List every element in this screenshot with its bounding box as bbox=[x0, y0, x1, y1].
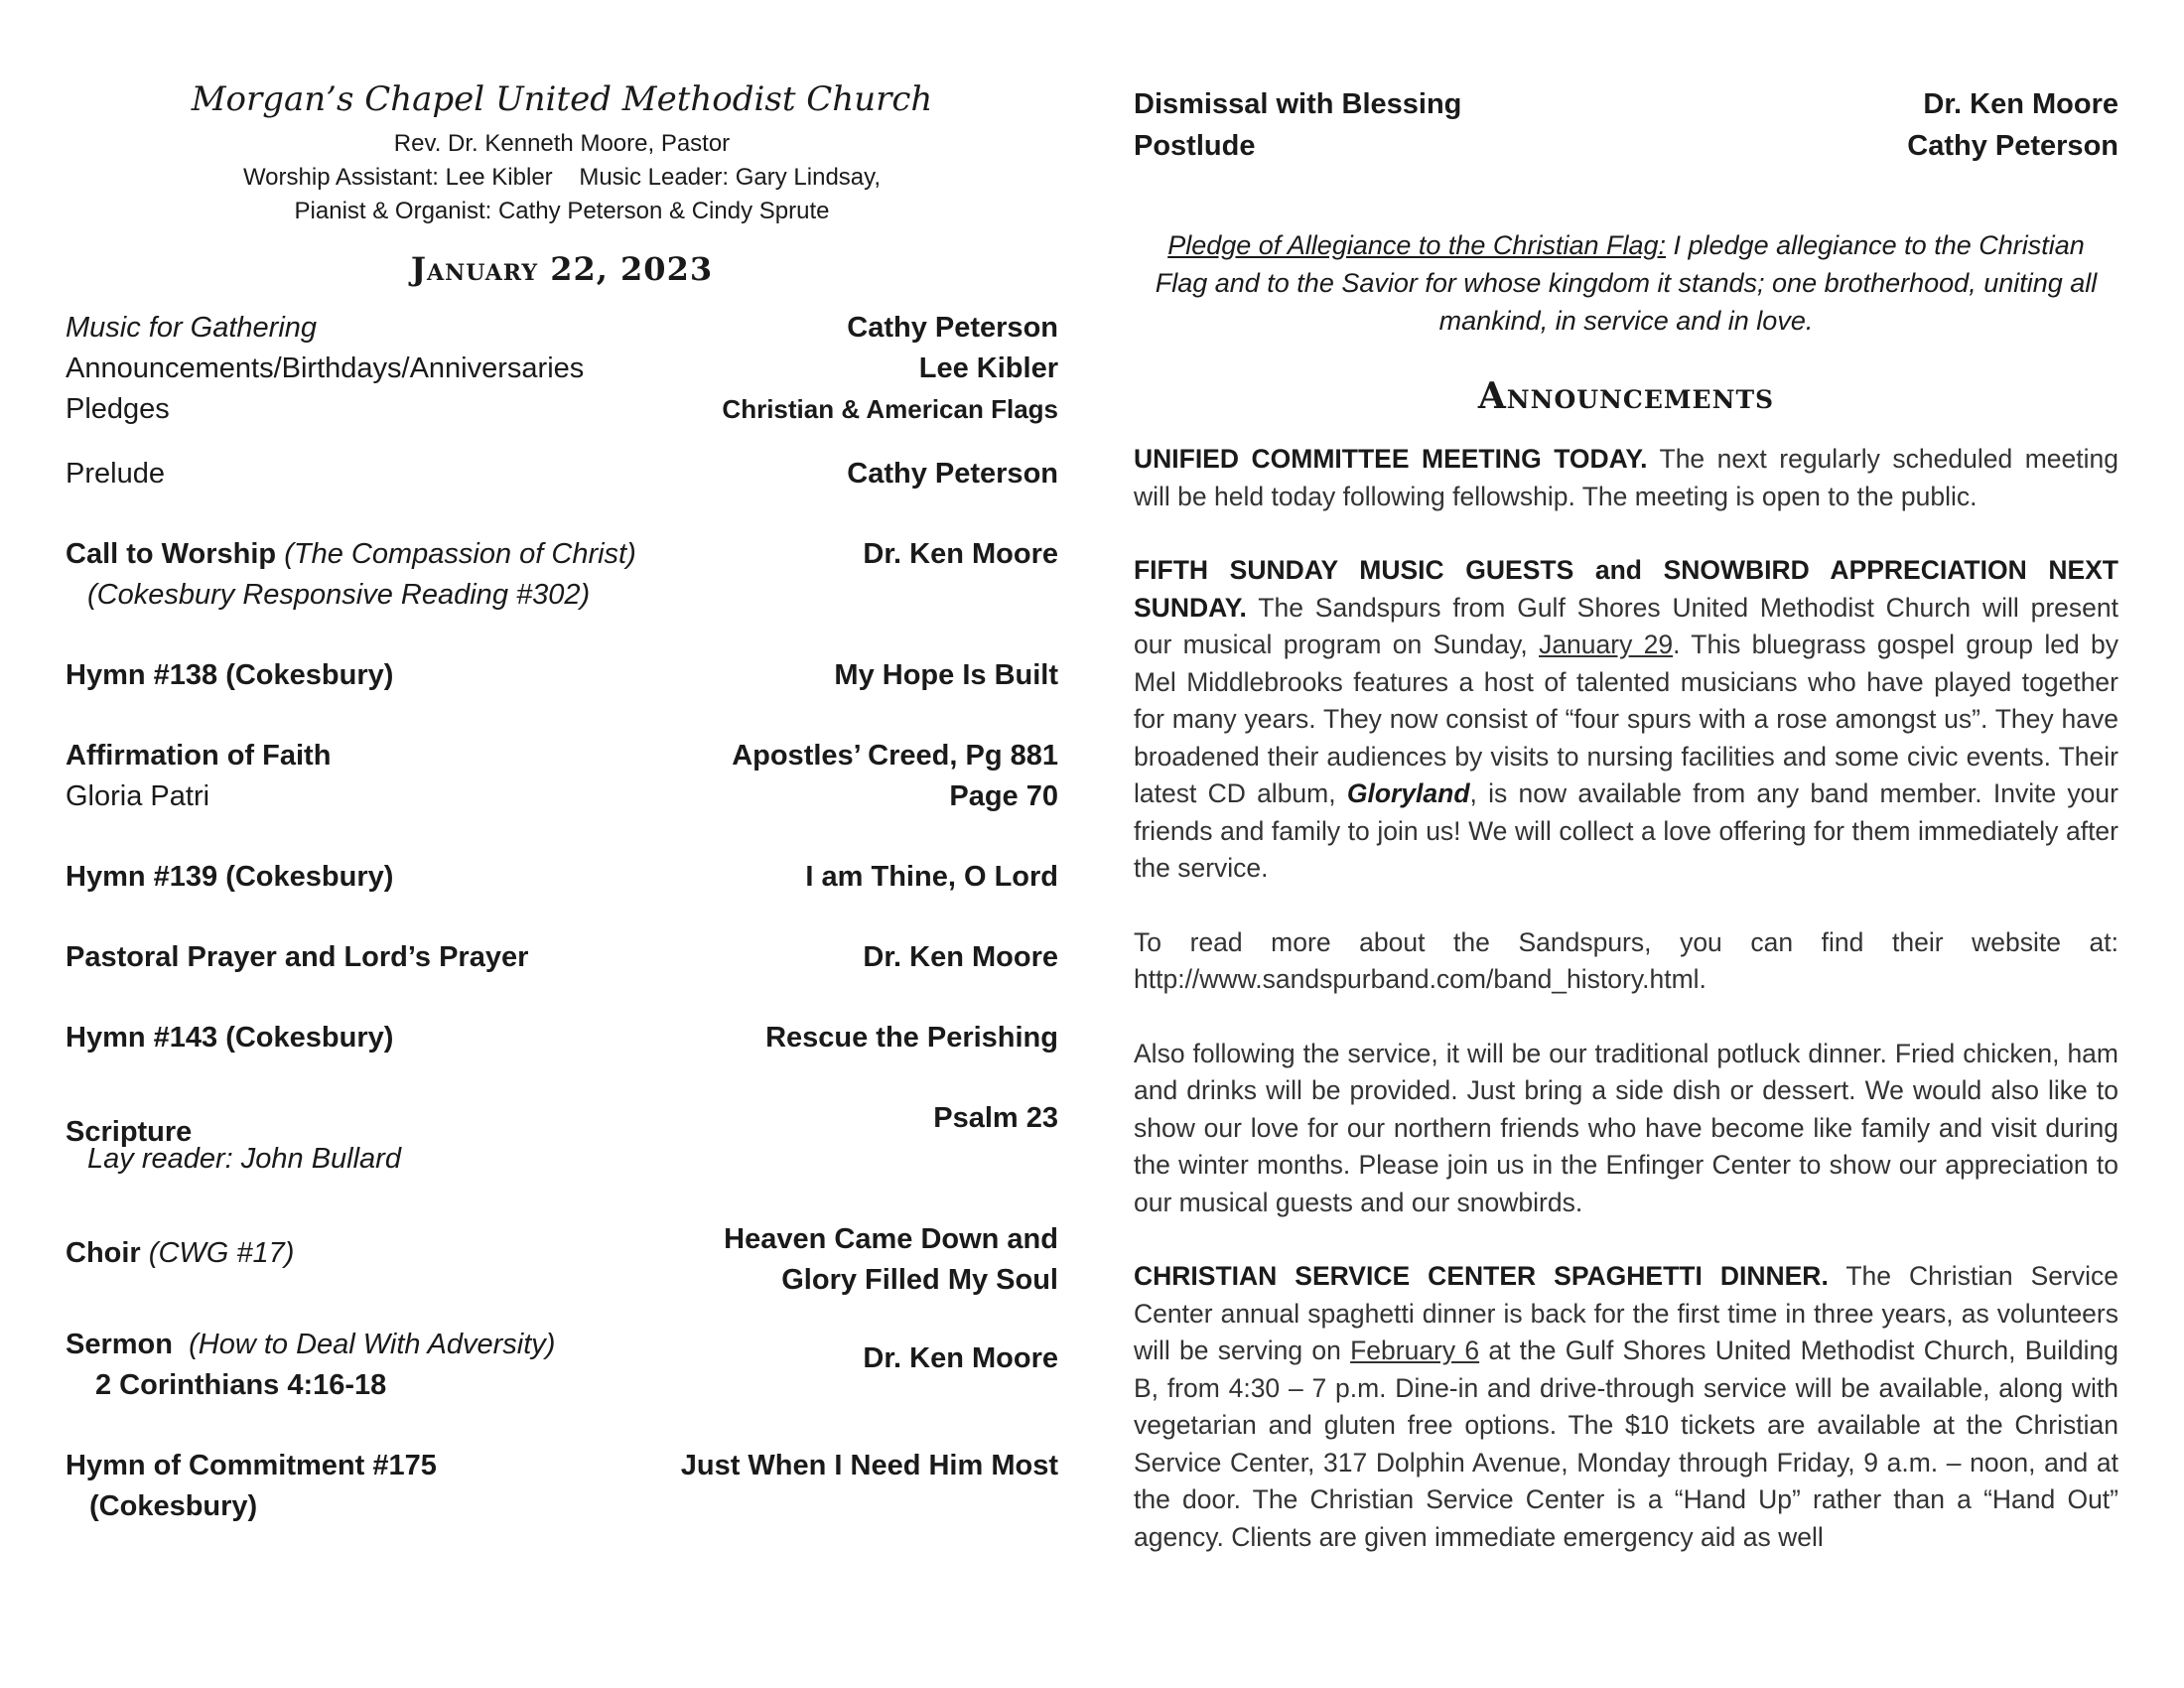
service-date: January 22, 2023 bbox=[410, 250, 714, 288]
pledge-title: Pledge of Allegiance to the Christian Flag: bbox=[1167, 230, 1666, 260]
church-name: Morgan’s Chapel United Methodist Church bbox=[191, 79, 933, 119]
item-pledges bbox=[66, 389, 1058, 430]
item-leader: Christian & American Flags bbox=[722, 394, 1058, 424]
item-label: Music for Gathering bbox=[66, 312, 318, 344]
item-label: Dismissal with Blessing bbox=[1134, 88, 1462, 120]
item-affirmation bbox=[66, 736, 1058, 776]
pledge-of-allegiance bbox=[1144, 226, 2109, 340]
item-label: Hymn of Commitment #175 bbox=[66, 1450, 437, 1481]
announcement-fifth-sunday bbox=[1134, 552, 2118, 888]
staff-line bbox=[66, 161, 1058, 195]
item-label: Sermon bbox=[66, 1329, 173, 1360]
item-note: (The Compassion of Christ) bbox=[284, 538, 636, 570]
item-title-line-2: Glory Filled My Soul bbox=[781, 1264, 1058, 1296]
item-leader: Dr. Ken Moore bbox=[863, 1342, 1058, 1374]
announcement-potluck: Also following the service, it will be our traditional potluck dinner. Fried chicken, ham and drinks will be provided. Just bring a side dish or dessert. We would also like to show our love for our northern friends who have become like family and visit during the winter months. Please join us in the Enfinger Center to show our appreciation to our musical guests and our snowbirds. bbox=[1134, 1038, 2118, 1217]
item-leader: Cathy Peterson bbox=[847, 312, 1058, 344]
item-subnote: 2 Corinthians 4:16-18 bbox=[95, 1369, 387, 1401]
item-leader: Lee Kibler bbox=[918, 352, 1058, 384]
album-title: Gloryland bbox=[1346, 778, 1470, 808]
announcement-committee-meeting bbox=[1134, 441, 2118, 515]
music-leader: Music Leader: Gary Lindsay, bbox=[579, 164, 882, 191]
item-label: Pastoral Prayer and Lord’s Prayer bbox=[66, 941, 529, 973]
item-leader: Cathy Peterson bbox=[1907, 130, 2118, 162]
item-scripture-sub bbox=[66, 1139, 1058, 1180]
announcement-text: The Sandspurs from Gulf Shores United Methodist Church will present our musical program on Sunday, bbox=[1134, 592, 2118, 659]
item-choir bbox=[66, 1219, 1058, 1301]
announcement-heading: CHRISTIAN SERVICE CENTER SPAGHETTI DINNER. bbox=[1134, 1261, 1829, 1291]
item-leader: Dr. Ken Moore bbox=[863, 538, 1058, 570]
item-label: Gloria Patri bbox=[66, 780, 210, 812]
item-title-line-1: Heaven Came Down and bbox=[724, 1223, 1058, 1255]
item-label: Hymn #143 (Cokesbury) bbox=[66, 1022, 394, 1054]
item-detail: Page 70 bbox=[949, 780, 1058, 812]
announcement-date: February 6 bbox=[1350, 1336, 1480, 1365]
item-title: Just When I Need Him Most bbox=[680, 1450, 1058, 1481]
pianist: Pianist & Organist: Cathy Peterson & Cindy Sprute bbox=[294, 198, 830, 224]
announcement-date: January 29 bbox=[1539, 630, 1674, 659]
item-label: Affirmation of Faith bbox=[66, 740, 332, 772]
pastor: Rev. Dr. Kenneth Moore, Pastor bbox=[393, 130, 731, 157]
item-detail: Apostles’ Creed, Pg 881 bbox=[732, 740, 1058, 772]
announcements-heading: Announcements bbox=[1477, 375, 1775, 417]
item-subnote: (Cokesbury Responsive Reading #302) bbox=[87, 579, 591, 611]
announcement-text: . This bluegrass gospel group led by Mel Middlebrooks features a host of talented musicians who have played together for many years. They now consist of “four spurs with a rose amongst us”. They have broadened their audiences by visits to nursing facilities and some civic events. Their latest CD album, bbox=[1134, 630, 2118, 808]
announcement-spaghetti-dinner bbox=[1134, 1258, 2118, 1556]
item-label: Scripture bbox=[66, 1116, 193, 1148]
item-title: Rescue the Perishing bbox=[765, 1022, 1058, 1054]
item-subnote: Lay reader: John Bullard bbox=[87, 1143, 401, 1175]
announcement-text: The Christian Service Center annual spaghetti dinner is back for the first time in three years, as volunteers will be serving on bbox=[1134, 1261, 2118, 1365]
item-hymn-175 bbox=[66, 1446, 1058, 1527]
item-hymn-139 bbox=[66, 857, 1058, 898]
item-call-to-worship bbox=[66, 534, 1058, 575]
item-label-group bbox=[66, 1219, 724, 1274]
announcements-panel bbox=[1134, 83, 2118, 1593]
item-hymn-138 bbox=[66, 655, 1058, 696]
announcement-text: The next regularly scheduled meeting will be held today following fellowship. The meeting is open to the public. bbox=[1134, 444, 2118, 511]
item-label: Call to Worship bbox=[66, 538, 277, 570]
item-label: Choir bbox=[66, 1237, 141, 1269]
announcement-heading: FIFTH SUNDAY MUSIC GUESTS and SNOWBIRD APPRECIATION NEXT SUNDAY. bbox=[1134, 555, 2118, 623]
item-label: Hymn #139 (Cokesbury) bbox=[66, 861, 394, 893]
item-note: (How to Deal With Adversity) bbox=[189, 1329, 556, 1360]
item-label-group bbox=[66, 1446, 681, 1527]
item-subnote: (Cokesbury) bbox=[89, 1490, 258, 1522]
item-label: Hymn #138 (Cokesbury) bbox=[66, 659, 394, 691]
order-of-worship bbox=[66, 79, 1058, 1527]
item-label: Announcements/Birthdays/Anniversaries bbox=[66, 352, 585, 384]
item-label: Pledges bbox=[66, 393, 170, 425]
item-postlude bbox=[1134, 125, 2118, 167]
item-sermon bbox=[66, 1325, 1058, 1406]
item-gloria bbox=[66, 776, 1058, 817]
item-dismissal bbox=[1134, 83, 2118, 125]
item-leader: Cathy Peterson bbox=[847, 458, 1058, 490]
item-music-gathering bbox=[66, 308, 1058, 349]
item-call-to-worship-sub bbox=[66, 575, 1058, 616]
item-label: Prelude bbox=[66, 458, 165, 490]
item-prelude bbox=[66, 454, 1058, 494]
item-hymn-143 bbox=[66, 1018, 1058, 1058]
worship-assistant: Worship Assistant: Lee Kibler bbox=[242, 164, 553, 191]
item-leader: Dr. Ken Moore bbox=[863, 941, 1058, 973]
item-title: My Hope Is Built bbox=[834, 659, 1058, 691]
item-leader: Dr. Ken Moore bbox=[1923, 88, 2118, 120]
item-pastoral-prayer bbox=[66, 937, 1058, 978]
item-label-group bbox=[66, 534, 863, 575]
item-announcements bbox=[66, 349, 1058, 389]
announcement-text: at the Gulf Shores United Methodist Church, Building B, from 4:30 – 7 p.m. Dine-in and drive-through service will be available, along with vegetarian and gluten free options. The $10 tickets are available at the Christian Service Center, 317 Dolphin Avenue, Monday through Friday, 9 a.m. – noon, and at the door. The Christian Service Center is a “Hand Up” rather than a “Hand Out” agency. Clients are given immediate emergency aid as well bbox=[1134, 1336, 2118, 1552]
item-title: I am Thine, O Lord bbox=[805, 861, 1058, 893]
item-reference: Psalm 23 bbox=[933, 1102, 1058, 1134]
item-note: (CWG #17) bbox=[148, 1237, 295, 1269]
announcement-sandspurs-website: To read more about the Sandspurs, you can find their website at: http://www.sandspurband.com/band_history.html. bbox=[1134, 926, 2118, 994]
pledge-text: I pledge allegiance to the Christian Flag and to the Savior for whose kingdom it stands; one brotherhood, uniting all mankind, in service and in love. bbox=[1155, 230, 2098, 336]
announcement-text: , is now available from any band member. Invite your friends and family to join us! We will collect a love offering for them immediately after the service. bbox=[1134, 778, 2118, 883]
item-title-group bbox=[724, 1219, 1058, 1301]
item-label: Postlude bbox=[1134, 130, 1256, 162]
announcement-heading: UNIFIED COMMITTEE MEETING TODAY. bbox=[1134, 444, 1648, 474]
item-label-group bbox=[66, 1325, 863, 1406]
